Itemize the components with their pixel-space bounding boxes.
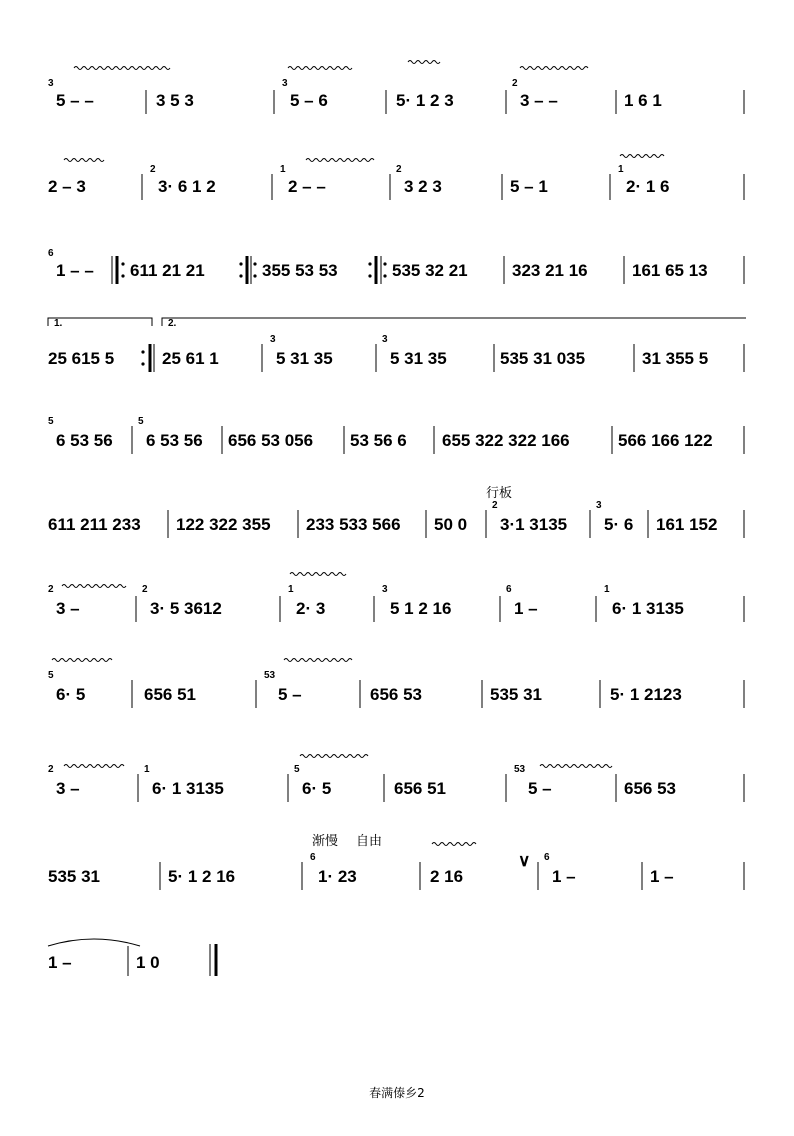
trill-line — [288, 67, 352, 70]
note-group: 5· 1 2 3 — [396, 91, 454, 110]
trill-line — [520, 67, 588, 70]
score-system — [44, 68, 750, 148]
score-system — [44, 482, 750, 562]
score-row — [44, 150, 750, 230]
note-group: 3· 5 3612 — [150, 599, 222, 618]
note-group: 5 31 35 — [276, 349, 333, 368]
note-group: 3·1 3135 — [500, 515, 568, 534]
volta-label: 1. — [54, 318, 63, 329]
grace-note: 2 — [512, 78, 518, 89]
note-group: 2 – – — [288, 177, 326, 196]
grace-note: 3 — [596, 500, 602, 511]
note-group: 6· 5 — [56, 685, 86, 704]
note-group: 535 31 — [490, 685, 542, 704]
tempo-mark: 自由 — [356, 834, 383, 849]
note-group: 355 53 53 — [262, 261, 338, 280]
repeat-dot — [239, 262, 242, 265]
score-system — [44, 312, 750, 392]
note-group: 656 51 — [144, 685, 196, 704]
note-group: 656 53 056 — [228, 431, 314, 450]
note-group: 3 5 3 — [156, 91, 194, 110]
note-group: 535 32 21 — [392, 261, 468, 280]
score-row — [44, 312, 750, 392]
note-group: 535 31 035 — [500, 349, 586, 368]
score-system — [44, 236, 750, 316]
grace-note: 3 — [382, 334, 388, 345]
note-group: 1 – — [514, 599, 538, 618]
note-group: 5 – — [278, 685, 302, 704]
grace-note: 2 — [150, 164, 156, 175]
score-system — [44, 746, 750, 826]
trill-line — [290, 573, 346, 576]
trill-line — [620, 155, 664, 158]
grace-note: 3 — [48, 78, 54, 89]
note-group: 1 – — [650, 867, 674, 886]
grace-note: 2 — [48, 764, 54, 775]
grace-note: 1 — [618, 164, 624, 175]
grace-note: 2 — [142, 584, 148, 595]
note-group: 6 53 56 — [56, 431, 113, 450]
note-group: 1 – – — [56, 261, 94, 280]
score-row — [44, 654, 750, 734]
grace-note: 1 — [604, 584, 610, 595]
grace-note: 5 — [48, 416, 54, 427]
score-row — [44, 830, 750, 910]
grace-note: 6 — [544, 852, 550, 863]
note-group: 3 – — [56, 599, 80, 618]
repeat-dot — [253, 262, 256, 265]
grace-note: 5 — [294, 764, 300, 775]
note-group: 233 533 566 — [306, 515, 401, 534]
score-system — [44, 400, 750, 480]
note-group: 655 322 322 166 — [442, 431, 570, 450]
grace-note: 1 — [280, 164, 286, 175]
note-group: 2 – 3 — [48, 177, 86, 196]
note-group: 323 21 16 — [512, 261, 588, 280]
note-group: 161 65 13 — [632, 261, 708, 280]
grace-note: 6 — [48, 248, 54, 259]
note-group: 5 1 2 16 — [390, 599, 452, 618]
note-group: 2 16 — [430, 867, 464, 886]
grace-note: 3 — [270, 334, 276, 345]
repeat-dot — [239, 274, 242, 277]
page-footer: 春满傣乡2 — [369, 1086, 425, 1100]
note-group: 1 6 1 — [624, 91, 662, 110]
note-group: 5· 1 2123 — [610, 685, 682, 704]
note-group: 1 0 — [136, 953, 160, 972]
repeat-dot — [383, 274, 386, 277]
slur — [48, 939, 140, 946]
repeat-dot — [368, 262, 371, 265]
grace-note: 1 — [144, 764, 150, 775]
note-group: 566 166 122 — [618, 431, 713, 450]
note-group: 3 2 3 — [404, 177, 442, 196]
note-group: 161 152 — [656, 515, 718, 534]
note-group: 611 211 233 — [48, 515, 141, 534]
note-group: 122 322 355 — [176, 515, 271, 534]
score-system — [44, 924, 750, 1004]
grace-note: 53 — [514, 764, 526, 775]
breath-mark: ∨ — [518, 851, 531, 870]
note-group: 5 – 1 — [510, 177, 548, 196]
repeat-dot — [121, 274, 124, 277]
note-group: 1· 23 — [318, 867, 357, 886]
repeat-dot — [253, 274, 256, 277]
note-group: 53 56 6 — [350, 431, 407, 450]
tempo-mark: 渐慢 — [312, 834, 339, 849]
volta-label: 2. — [168, 318, 177, 329]
note-group: 1 – — [48, 953, 72, 972]
repeat-dot — [121, 262, 124, 265]
note-group: 5· 1 2 16 — [168, 867, 236, 886]
note-group: 3 – — [56, 779, 80, 798]
trill-line — [74, 67, 170, 70]
score-system — [44, 570, 750, 650]
note-group: 50 0 — [434, 515, 468, 534]
note-group: 656 53 — [624, 779, 676, 798]
note-group: 25 61 1 — [162, 349, 219, 368]
note-group: 6 53 56 — [146, 431, 203, 450]
grace-note: 53 — [264, 670, 276, 681]
trill-line — [300, 755, 368, 758]
trill-line — [432, 843, 476, 846]
note-group: 2· 3 — [296, 599, 326, 618]
grace-note: 2 — [492, 500, 498, 511]
trill-line — [64, 765, 124, 768]
note-group: 3· 6 1 2 — [158, 177, 216, 196]
note-group: 25 615 5 — [48, 349, 115, 368]
note-group: 6· 1 3135 — [612, 599, 684, 618]
score-system — [44, 150, 750, 230]
trill-line — [306, 159, 374, 162]
score-system — [44, 830, 750, 910]
trill-line — [64, 159, 104, 162]
volta-bracket-1 — [48, 318, 152, 326]
note-group: 6· 5 — [302, 779, 332, 798]
trill-line — [540, 765, 612, 768]
grace-note: 3 — [382, 584, 388, 595]
trill-line — [284, 659, 352, 662]
note-group: 5 – — [528, 779, 552, 798]
grace-note: 5 — [48, 670, 54, 681]
grace-note: 1 — [288, 584, 294, 595]
score-row — [44, 924, 750, 1004]
note-group: 5 – – — [56, 91, 94, 110]
note-group: 5 – 6 — [290, 91, 328, 110]
score-row — [44, 236, 750, 316]
grace-note: 6 — [310, 852, 316, 863]
grace-note: 2 — [48, 584, 54, 595]
grace-note: 6 — [506, 584, 512, 595]
trill-line — [62, 585, 126, 588]
trill-line — [408, 61, 440, 64]
note-group: 656 51 — [394, 779, 446, 798]
score-row — [44, 68, 750, 148]
score-system — [44, 654, 750, 734]
note-group: 5· 6 — [604, 515, 634, 534]
score-row — [44, 400, 750, 480]
volta-bracket-2 — [162, 318, 746, 326]
note-group: 3 – – — [520, 91, 558, 110]
note-group: 1 – — [552, 867, 576, 886]
trill-line — [52, 659, 112, 662]
note-group: 611 21 21 — [130, 261, 205, 280]
note-group: 6· 1 3135 — [152, 779, 224, 798]
grace-note: 2 — [396, 164, 402, 175]
repeat-dot — [383, 262, 386, 265]
repeat-dot — [141, 362, 144, 365]
grace-note: 5 — [138, 416, 144, 427]
tempo-mark: 行板 — [486, 486, 513, 501]
repeat-dot — [141, 350, 144, 353]
score-row — [44, 482, 750, 562]
note-group: 2· 1 6 — [626, 177, 670, 196]
score-row — [44, 746, 750, 826]
note-group: 5 31 35 — [390, 349, 447, 368]
note-group: 31 355 5 — [642, 349, 709, 368]
note-group: 656 53 — [370, 685, 422, 704]
grace-note: 3 — [282, 78, 288, 89]
score-row — [44, 570, 750, 650]
repeat-dot — [368, 274, 371, 277]
note-group: 535 31 — [48, 867, 100, 886]
